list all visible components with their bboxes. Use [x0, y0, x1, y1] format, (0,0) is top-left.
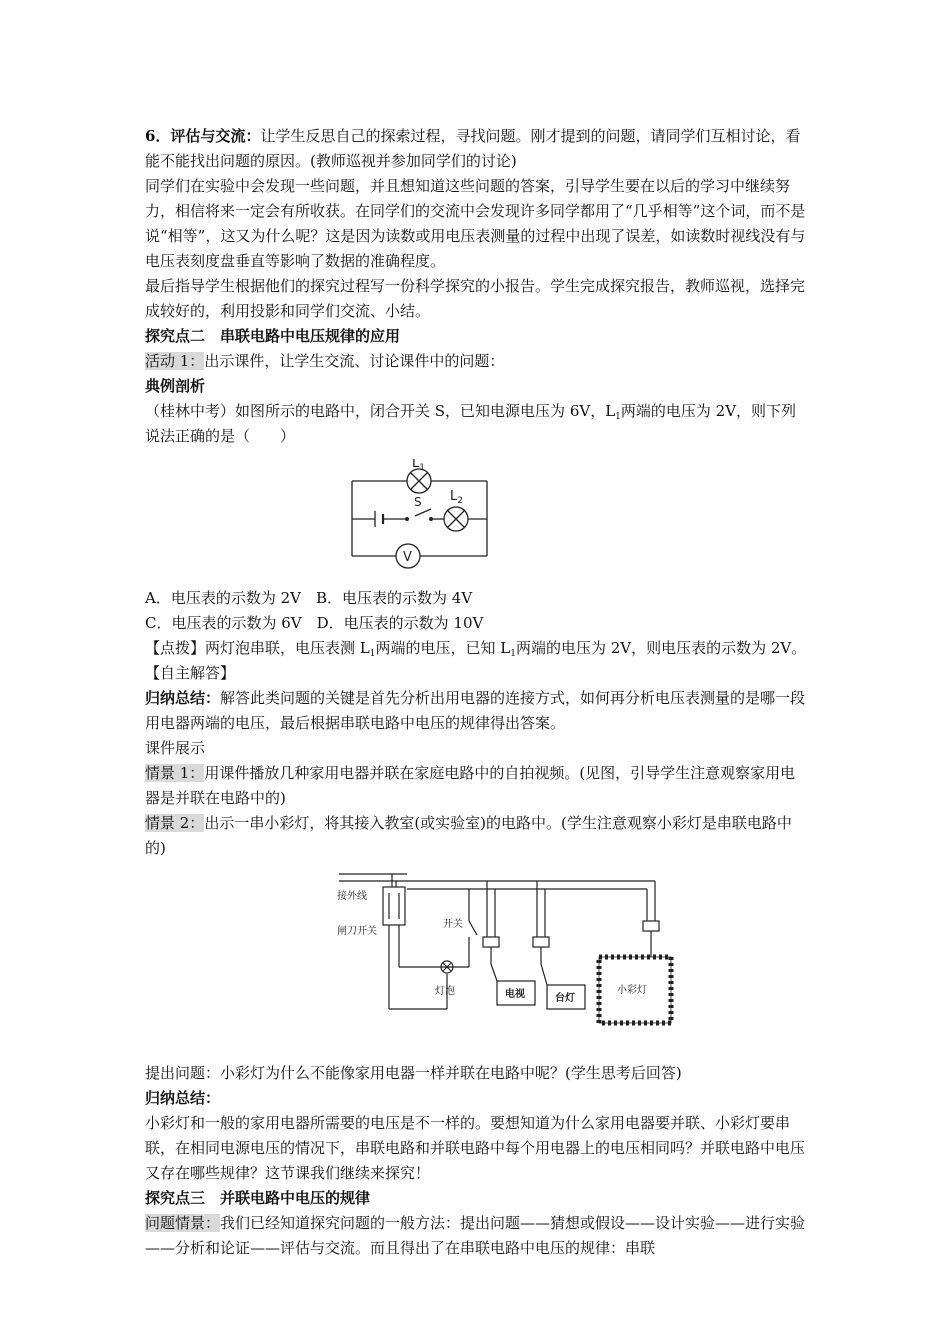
paragraph-1: 同学们在实验中会发现一些问题，并且想知道这些问题的答案，引导学生要在以后的学习中继续努力，相信将来一定会有所收获。在同学们的交流中会发现许多同学都用了“几乎相等”这个词，而不是说“相等”，这又为什么呢？这是因为读数或用电压表测量的过程中出现了误差，如读数时视线没有与电压表刻度盘垂直等影响了数据的准确程度。: [145, 177, 806, 270]
heading-inquiry-3: 探究点三 并联电路中电压的规律: [145, 1189, 371, 1207]
label-l2: $L_2$: [450, 489, 463, 506]
household-circuit-diagram: [337, 869, 807, 1057]
self-answer: 【自主解答】: [145, 664, 236, 682]
problem-situation-text: 我们已经知道探究问题的一般方法：提出问题——猜想或假设——设计实验——进行实验——分析和论证——评估与交流。而且得出了在串联电路中电压的规律：串联: [145, 1214, 806, 1257]
scenario-2-text: 出示一串小彩灯，将其接入教室(或实验室)的电路中。(学生注意观察小彩灯是串联电路中的): [145, 814, 792, 857]
label-desk-lamp: 台灯: [555, 993, 575, 1004]
activity-1-label: 活动 1：: [145, 352, 205, 370]
hint-sub-1: 1: [369, 649, 376, 659]
hint: [145, 636, 807, 661]
question-text: [145, 399, 807, 449]
scenario-1-text: 用课件播放几种家用电器并联在家庭电路中的自拍视频。(见图，引导学生注意观察家用电器是并联在电路中的): [145, 764, 796, 807]
scenario-2-label: 情景 2：: [145, 814, 205, 832]
label-bulb: 灯泡: [435, 986, 455, 997]
question-part-2: 两端的电压为 2V，则下列说法正确的是（ ）: [145, 402, 797, 445]
options-line-1: A．电压表的示数为 2V B．电压表的示数为 4V: [145, 589, 473, 607]
heading-inquiry-2: 探究点二 串联电路中电压规律的应用: [145, 327, 401, 345]
summary-1: [145, 686, 807, 736]
summary-1-label: 归纳总结：: [145, 689, 221, 707]
activity-1-text: 出示课件，让学生交流、讨论课件中的问题：: [204, 352, 505, 370]
section-6-text: 让学生反思自己的探索过程，寻找问题。刚才提到的问题，请同学们互相讨论，看能不能找出问题的原因。(教师巡视并参加同学们的讨论): [145, 127, 801, 170]
section-6: [145, 124, 807, 174]
document-content: [145, 124, 807, 1261]
label-knife-switch: 闸刀开关: [337, 926, 377, 937]
label-small-lights: 小彩灯: [617, 985, 647, 996]
courseware-heading: 课件展示: [145, 739, 206, 757]
paragraph-2: 最后指导学生根据他们的探究过程写一份科学探究的小报告。学生完成探究报告，教师巡视，选择完成较好的，利用投影和同学们交流、小结。: [145, 277, 806, 320]
scenario-2: [145, 811, 807, 861]
summary-2-label: 归纳总结：: [145, 1089, 221, 1107]
hint-part-2: 两端的电压，已知 L: [375, 639, 511, 657]
label-l1: $L_1$: [412, 459, 425, 473]
summary-1-text: 解答此类问题的关键是首先分析出用电器的连接方式，如何再分析电压表测量的是哪一段用电器两端的电压，最后根据串联电路中电压的规律得出答案。: [145, 689, 806, 732]
question-sub-1: 1: [615, 412, 621, 422]
hint-part-3: 两端的电压为 2V，则电压表的示数为 2V。: [515, 639, 807, 657]
label-tv: 电视: [505, 989, 525, 1000]
question-part-1: （桂林中考）如图所示的电路中，闭合开关 S，已知电源电压为 6V，L: [145, 402, 616, 420]
section-6-label: 6．评估与交流：: [145, 127, 261, 145]
label-voltmeter: V: [403, 550, 412, 565]
problem-situation-label: 问题情景：: [145, 1214, 221, 1232]
hint-part-1: 两灯泡串联，电压表测 L: [205, 639, 370, 657]
question-prompt: 提出问题：小彩灯为什么不能像家用电器一样并联在电路中呢？(学生思考后回答): [145, 1064, 682, 1082]
label-switch-s: S: [414, 495, 422, 509]
problem-situation: [145, 1211, 807, 1261]
example-heading: 典例剖析: [145, 377, 206, 395]
summary-2-text: 小彩灯和一般的家用电器所需要的电压是不一样的。要想知道为什么家用电器要并联、小彩灯要串联，在相同电源电压的情况下，串联电路和并联电路中每个用电器上的电压相同吗？并联电路中电压又存在哪些规律？这节课我们继续来探究！: [145, 1114, 806, 1182]
scenario-1: [145, 761, 807, 811]
options-line-2: C．电压表的示数为 6V D．电压表的示数为 10V: [145, 614, 484, 632]
circuit-diagram-1: [347, 459, 807, 580]
hint-label: 【点拨】: [145, 639, 206, 657]
activity-1: [145, 349, 807, 374]
label-switch: 开关: [443, 919, 463, 930]
label-external-wire: 接外线: [337, 891, 367, 902]
hint-sub-2: 1: [510, 649, 516, 659]
scenario-1-label: 情景 1：: [145, 764, 205, 782]
